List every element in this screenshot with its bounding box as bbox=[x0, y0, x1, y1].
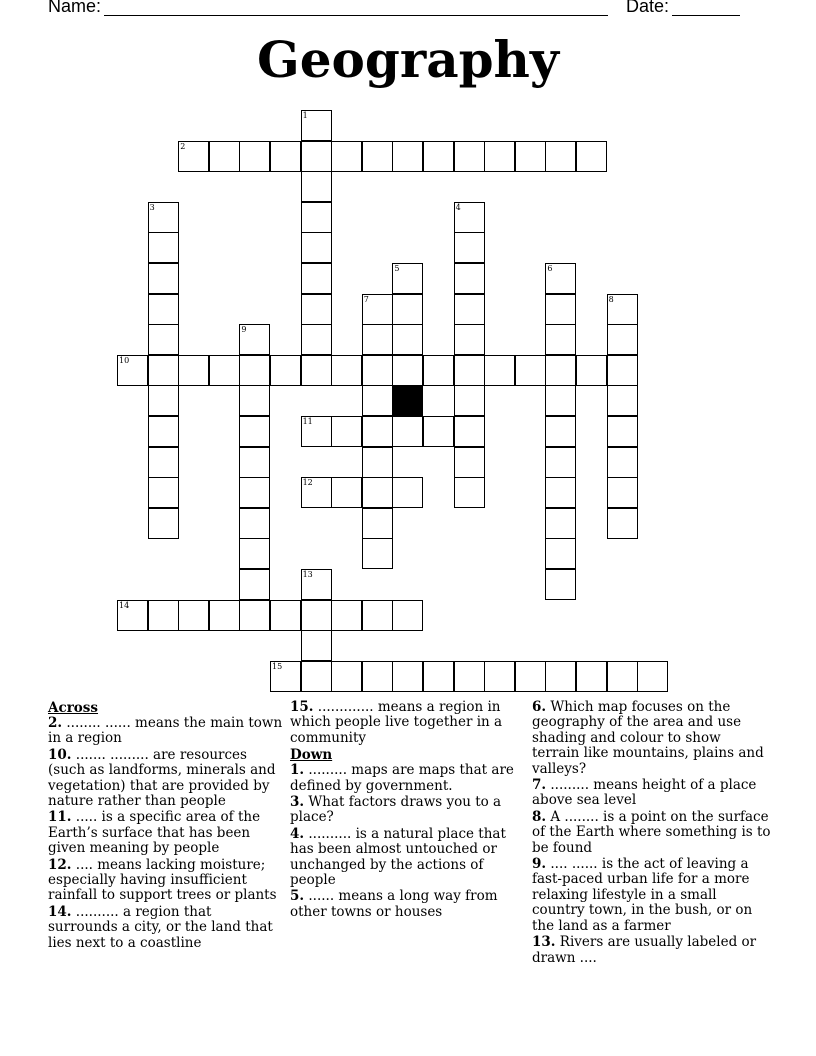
grid-cell[interactable] bbox=[148, 447, 179, 478]
grid-cell[interactable] bbox=[362, 508, 393, 539]
grid-cell[interactable] bbox=[362, 416, 393, 447]
down-heading: Down bbox=[290, 747, 333, 764]
clue-number: 4 bbox=[455, 202, 461, 212]
grid-cell[interactable] bbox=[607, 508, 638, 539]
grid-cell[interactable] bbox=[209, 355, 240, 386]
grid-cell[interactable] bbox=[545, 477, 576, 508]
clues-column-2 bbox=[290, 700, 526, 921]
grid-cell[interactable] bbox=[545, 447, 576, 478]
page-title: Geography bbox=[257, 30, 559, 89]
clue-down-9: 9. .... ...... is the act of leaving a fast-paced urban life for a more relaxing lifestyle in a small country town, in the bush, or on the land as a farmer bbox=[532, 856, 753, 934]
clue-number: 8 bbox=[608, 294, 614, 304]
clue-down-1: 1. ......... maps are maps that are defined by government. bbox=[290, 762, 514, 794]
grid-cell[interactable] bbox=[545, 294, 576, 325]
grid-cell[interactable] bbox=[331, 600, 362, 631]
grid-cell[interactable] bbox=[454, 477, 485, 508]
grid-cell[interactable] bbox=[331, 355, 362, 386]
grid-cell[interactable] bbox=[423, 355, 454, 386]
grid-cell[interactable] bbox=[515, 141, 546, 172]
grid-cell[interactable] bbox=[301, 232, 332, 263]
name-label: Name: bbox=[48, 0, 102, 16]
clue-down-6: 6. Which map focuses on the geography of the area and use shading and colour to show terrain like mountains, plains and valleys? bbox=[532, 699, 764, 777]
grid-cell[interactable] bbox=[515, 355, 546, 386]
grid-cell[interactable] bbox=[515, 661, 546, 692]
grid-cell[interactable] bbox=[576, 661, 607, 692]
grid-cell[interactable] bbox=[301, 324, 332, 355]
grid-cell[interactable] bbox=[178, 355, 209, 386]
clue-down-3: 3. What factors draws you to a place? bbox=[290, 794, 502, 826]
grid-cell[interactable] bbox=[607, 416, 638, 447]
grid-cell[interactable] bbox=[454, 661, 485, 692]
grid-cell[interactable] bbox=[301, 202, 332, 233]
clue-across-2: 2. ........ ...... means the main town in a region bbox=[48, 715, 283, 747]
grid-cell[interactable] bbox=[148, 324, 179, 355]
grid-cell[interactable] bbox=[270, 661, 301, 692]
grid-cell[interactable] bbox=[362, 141, 393, 172]
grid-cell[interactable] bbox=[392, 477, 423, 508]
grid-cell[interactable] bbox=[576, 141, 607, 172]
grid-cell[interactable] bbox=[239, 538, 270, 569]
clue-number: 2 bbox=[180, 141, 186, 151]
clue-down-4: 4. .......... is a natural place that has been almost untouched or unchanged by the actions of people bbox=[290, 825, 506, 889]
grid-cell[interactable] bbox=[454, 385, 485, 416]
grid-cell[interactable] bbox=[545, 661, 576, 692]
grid-cell[interactable] bbox=[607, 661, 638, 692]
clue-number: 13 bbox=[302, 570, 313, 579]
clue-number: 10 bbox=[119, 355, 130, 365]
grid-cell[interactable] bbox=[301, 110, 332, 141]
grid-cell[interactable] bbox=[301, 630, 332, 661]
grid-cell[interactable] bbox=[239, 385, 270, 416]
grid-cell[interactable] bbox=[239, 324, 270, 355]
grid-cell[interactable] bbox=[392, 661, 423, 692]
clues-column-3 bbox=[532, 700, 772, 967]
grid-cell[interactable] bbox=[392, 416, 423, 447]
grid-cell[interactable] bbox=[454, 324, 485, 355]
grid-cell[interactable] bbox=[392, 141, 423, 172]
grid-cell[interactable] bbox=[301, 171, 332, 202]
grid-cell[interactable] bbox=[301, 661, 332, 692]
clue-down-7: 7. ......... means height of a place above sea level bbox=[532, 777, 757, 809]
grid-cell[interactable] bbox=[454, 294, 485, 325]
clue-number: 11 bbox=[302, 417, 313, 426]
grid-cell[interactable] bbox=[301, 569, 332, 600]
grid-cell[interactable] bbox=[423, 141, 454, 172]
grid-cell[interactable] bbox=[331, 141, 362, 172]
grid-cell[interactable] bbox=[331, 661, 362, 692]
grid-cell[interactable] bbox=[331, 416, 362, 447]
grid-cell[interactable] bbox=[454, 232, 485, 263]
grid-cell[interactable] bbox=[301, 141, 332, 172]
clue-number: 14 bbox=[119, 600, 130, 610]
grid-cell[interactable] bbox=[148, 508, 179, 539]
grid-block bbox=[392, 385, 423, 416]
grid-cell[interactable] bbox=[423, 661, 454, 692]
grid-cell[interactable] bbox=[301, 355, 332, 386]
grid-cell[interactable] bbox=[637, 661, 668, 692]
grid-cell[interactable] bbox=[148, 232, 179, 263]
grid-cell[interactable] bbox=[239, 477, 270, 508]
grid-cell[interactable] bbox=[148, 294, 179, 325]
clue-across-11: 11. ..... is a specific area of the Earth’s surface that has been given meaning by people bbox=[48, 809, 261, 857]
clue-number: 9 bbox=[241, 325, 247, 335]
grid-cell[interactable] bbox=[392, 294, 423, 325]
grid-cell[interactable] bbox=[607, 355, 638, 386]
grid-cell[interactable] bbox=[484, 355, 515, 386]
grid-cell[interactable] bbox=[545, 263, 576, 294]
grid-cell[interactable] bbox=[178, 600, 209, 631]
date-label: Date: bbox=[626, 0, 670, 16]
grid-cell[interactable] bbox=[270, 355, 301, 386]
grid-cell[interactable] bbox=[362, 385, 393, 416]
clue-number: 3 bbox=[149, 202, 155, 212]
grid-cell[interactable] bbox=[270, 141, 301, 172]
grid-cell[interactable] bbox=[239, 569, 270, 600]
grid-cell[interactable] bbox=[148, 202, 179, 233]
grid-cell[interactable] bbox=[209, 141, 240, 172]
grid-cell[interactable] bbox=[362, 661, 393, 692]
grid-cell[interactable] bbox=[545, 324, 576, 355]
grid-cell[interactable] bbox=[454, 355, 485, 386]
grid-cell[interactable] bbox=[239, 416, 270, 447]
clue-across-10: 10. ....... ......... are resources (such as landforms, minerals and vegetation) that are provided by nature rather than people bbox=[48, 746, 276, 810]
grid-cell[interactable] bbox=[362, 294, 393, 325]
across-heading: Across bbox=[48, 700, 99, 716]
grid-cell[interactable] bbox=[148, 600, 179, 631]
grid-cell[interactable] bbox=[148, 385, 179, 416]
grid-cell[interactable] bbox=[576, 355, 607, 386]
grid-cell[interactable] bbox=[301, 416, 332, 447]
grid-cell[interactable] bbox=[454, 447, 485, 478]
grid-cell[interactable] bbox=[301, 477, 332, 508]
grid-cell[interactable] bbox=[362, 538, 393, 569]
grid-cell[interactable] bbox=[239, 141, 270, 172]
grid-cell[interactable] bbox=[392, 324, 423, 355]
grid-cell[interactable] bbox=[484, 661, 515, 692]
clue-number: 7 bbox=[363, 294, 369, 304]
grid-cell[interactable] bbox=[148, 355, 179, 386]
grid-cell[interactable] bbox=[607, 385, 638, 416]
grid-cell[interactable] bbox=[331, 477, 362, 508]
grid-cell[interactable] bbox=[117, 600, 148, 631]
grid-cell[interactable] bbox=[362, 600, 393, 631]
grid-cell[interactable] bbox=[545, 569, 576, 600]
grid-cell[interactable] bbox=[545, 141, 576, 172]
grid-cell[interactable] bbox=[148, 416, 179, 447]
grid-cell[interactable] bbox=[545, 416, 576, 447]
clue-down-13: 13. Rivers are usually labeled or drawn .... bbox=[532, 934, 757, 966]
grid-cell[interactable] bbox=[454, 141, 485, 172]
clue-number: 5 bbox=[394, 264, 400, 273]
grid-cell[interactable] bbox=[239, 447, 270, 478]
clue-number: 6 bbox=[547, 264, 553, 273]
grid-cell[interactable] bbox=[362, 447, 393, 478]
grid-cell[interactable] bbox=[270, 600, 301, 631]
clue-down-8: 8. A ........ is a point on the surface of the Earth where something is to be found bbox=[532, 808, 771, 856]
grid-cell[interactable] bbox=[362, 477, 393, 508]
grid-cell[interactable] bbox=[454, 416, 485, 447]
grid-cell[interactable] bbox=[484, 141, 515, 172]
grid-cell[interactable] bbox=[454, 263, 485, 294]
clue-down-5: 5. ...... means a long way from other towns or houses bbox=[290, 888, 498, 920]
grid-cell[interactable] bbox=[392, 263, 423, 294]
grid-cell[interactable] bbox=[117, 355, 148, 386]
grid-cell[interactable] bbox=[148, 477, 179, 508]
grid-cell[interactable] bbox=[301, 294, 332, 325]
clue-number: 1 bbox=[302, 111, 308, 120]
grid-cell[interactable] bbox=[148, 263, 179, 294]
grid-cell[interactable] bbox=[301, 263, 332, 294]
grid-cell[interactable] bbox=[423, 416, 454, 447]
grid-cell[interactable] bbox=[545, 538, 576, 569]
grid-cell[interactable] bbox=[362, 355, 393, 386]
grid-cell[interactable] bbox=[362, 324, 393, 355]
clue-across-12: 12. .... means lacking moisture; especially having insufficient rainfall to support trees or plants bbox=[48, 856, 277, 904]
grid-cell[interactable] bbox=[239, 508, 270, 539]
grid-cell[interactable] bbox=[545, 385, 576, 416]
grid-cell[interactable] bbox=[239, 600, 270, 631]
grid-cell[interactable] bbox=[239, 355, 270, 386]
grid-cell[interactable] bbox=[392, 355, 423, 386]
grid-cell[interactable] bbox=[392, 600, 423, 631]
clue-number: 15 bbox=[272, 661, 283, 671]
grid-cell[interactable] bbox=[545, 355, 576, 386]
grid-cell[interactable] bbox=[607, 324, 638, 355]
grid-cell[interactable] bbox=[607, 477, 638, 508]
clues-column-1 bbox=[48, 700, 284, 952]
clue-number: 12 bbox=[302, 478, 313, 488]
grid-cell[interactable] bbox=[607, 447, 638, 478]
clue-across-14: 14. .......... a region that surrounds a city, or the land that lies next to a coastline bbox=[48, 903, 273, 951]
grid-cell[interactable] bbox=[607, 294, 638, 325]
grid-cell[interactable] bbox=[209, 600, 240, 631]
grid-cell[interactable] bbox=[454, 202, 485, 233]
grid-cell[interactable] bbox=[301, 600, 332, 631]
grid-cell[interactable] bbox=[545, 508, 576, 539]
clue-across-15: 15. ............. means a region in which people live together in a community bbox=[290, 699, 503, 746]
grid-cell[interactable] bbox=[178, 141, 209, 172]
